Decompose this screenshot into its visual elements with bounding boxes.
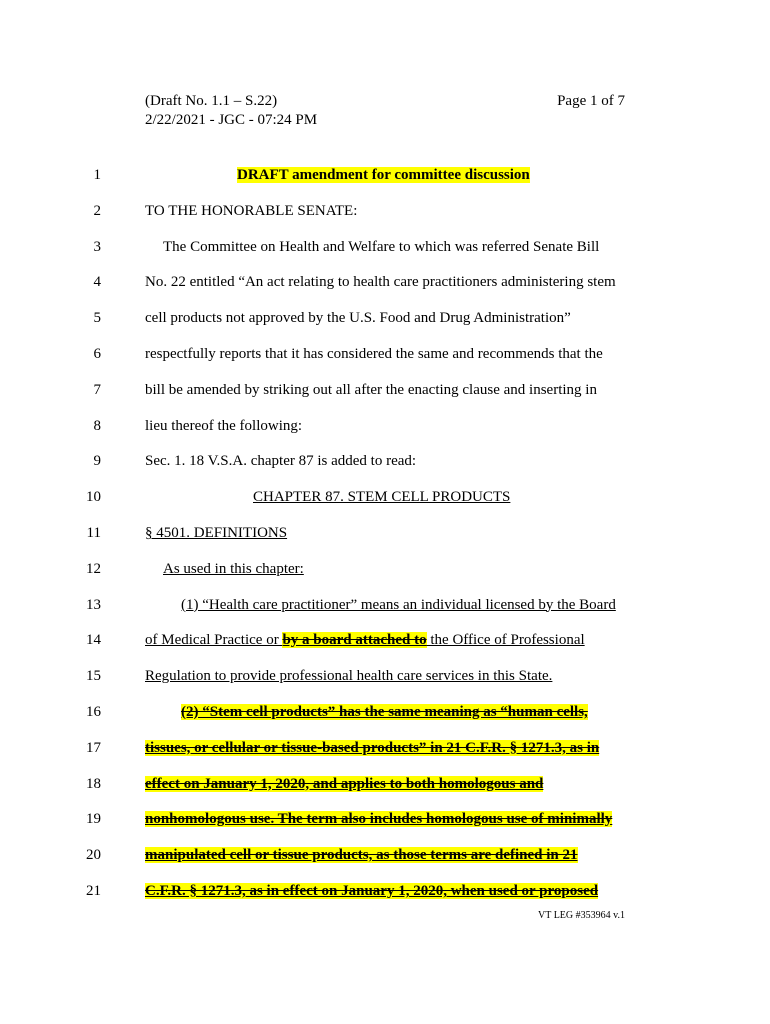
line-number: 15: [86, 668, 101, 685]
document-header: [145, 92, 317, 130]
text-run: Sec. 1. 18 V.S.A. chapter 87 is added to read:: [145, 453, 417, 470]
document-line: [0, 236, 770, 260]
text-run: DRAFT amendment for committee discussion: [237, 167, 530, 183]
text-run: Regulation to provide professional health care services in this State.: [145, 668, 553, 685]
line-number: 10: [86, 489, 101, 506]
line-text: [145, 307, 571, 329]
text-run: The Committee on Health and Welfare to which was referred Senate Bill: [163, 238, 600, 255]
document-line: [0, 486, 770, 510]
document-line: [0, 164, 770, 188]
line-text: [145, 343, 603, 365]
line-number: 13: [86, 596, 101, 613]
line-number: 8: [93, 417, 101, 434]
text-run: by a board attached to: [282, 632, 427, 649]
document-footer: VT LEG #353964 v.1: [538, 910, 625, 921]
text-run: manipulated cell or tissue products, as those terms are defined in 21: [145, 847, 578, 864]
line-number: 9: [93, 453, 101, 470]
text-run: lieu thereof the following:: [145, 417, 303, 434]
page-indicator: Page 1 of 7: [557, 93, 625, 109]
text-run: respectfully reports that it has considered the same and recommends that the: [145, 346, 603, 362]
document-line: [0, 594, 770, 618]
text-run: the Office of Professional: [426, 632, 585, 649]
text-run: C.F.R. § 1271.3, as in effect on January 1, 2020, when used or proposed: [145, 883, 599, 899]
text-run: § 4501. DEFINITIONS: [145, 525, 288, 541]
line-text: [145, 522, 287, 544]
document-line: [0, 522, 770, 546]
line-number: 21: [86, 883, 101, 899]
text-run: TO THE HONORABLE SENATE:: [145, 202, 358, 219]
line-text: [145, 737, 599, 759]
line-text: [145, 379, 597, 401]
line-number: 2: [93, 202, 101, 219]
text-run: As used in this chapter:: [163, 560, 304, 577]
text-run: of Medical Practice or: [145, 632, 283, 649]
line-text: [145, 701, 588, 723]
line-number: 11: [86, 525, 101, 541]
line-text: [145, 486, 510, 508]
document-line: [0, 808, 770, 832]
document-line: [0, 379, 770, 403]
text-run: (1) “Health care practitioner” means an individual licensed by the Board: [181, 596, 616, 613]
text-run: (2) “Stem cell products” has the same meaning as “human cells,: [181, 704, 588, 720]
document-line: [0, 558, 770, 582]
line-text: [145, 164, 530, 186]
line-number: 7: [93, 381, 101, 398]
text-run: effect on January 1, 2020, and applies to both homologous and: [145, 775, 544, 792]
line-text: [145, 450, 416, 472]
line-number: 1: [93, 167, 101, 183]
line-number: 12: [86, 560, 101, 577]
document-line: [0, 737, 770, 761]
draft-number: (Draft No. 1.1 – S.22): [145, 93, 278, 109]
line-number: 20: [86, 847, 101, 864]
line-text: [145, 773, 543, 795]
line-number: 17: [86, 739, 101, 756]
line-number: 16: [86, 704, 101, 720]
line-number: 18: [86, 775, 101, 792]
document-line: [0, 415, 770, 439]
document-line: [0, 307, 770, 331]
line-number: 4: [93, 274, 101, 291]
document-line: [0, 665, 770, 689]
draft-date: 2/22/2021 - JGC - 07:24 PM: [145, 112, 318, 128]
document-line: [0, 880, 770, 904]
line-text: [145, 880, 598, 902]
line-text: [145, 808, 612, 830]
line-text: [145, 200, 357, 222]
line-text: [145, 665, 552, 687]
line-number: 3: [93, 238, 101, 255]
line-text: [145, 415, 302, 437]
document-line: [0, 200, 770, 224]
text-run: tissues, or cellular or tissue-based products” in 21 C.F.R. § 1271.3, as in: [145, 739, 600, 756]
document-line: [0, 629, 770, 653]
line-number: 5: [93, 310, 101, 327]
document-line: [0, 271, 770, 295]
document-line: [0, 844, 770, 868]
line-text: [145, 844, 578, 866]
line-number: 14: [86, 632, 101, 649]
line-text: [145, 271, 616, 293]
text-run: nonhomologous use. The term also includes homologous use of minimally: [145, 811, 613, 828]
document-line: [0, 450, 770, 474]
line-text: [145, 629, 585, 651]
document-line: [0, 343, 770, 367]
text-run: cell products not approved by the U.S. Food and Drug Administration”: [145, 310, 571, 327]
text-run: bill be amended by striking out all after the enacting clause and inserting in: [145, 381, 597, 398]
document-line: [0, 701, 770, 725]
text-run: CHAPTER 87. STEM CELL PRODUCTS: [253, 489, 511, 506]
line-number: 19: [86, 811, 101, 828]
line-text: [145, 558, 304, 580]
text-run: No. 22 entitled “An act relating to health care practitioners administering stem: [145, 274, 616, 291]
line-text: [145, 594, 616, 616]
document-line: [0, 773, 770, 797]
line-text: [145, 236, 599, 258]
line-number: 6: [93, 346, 101, 362]
